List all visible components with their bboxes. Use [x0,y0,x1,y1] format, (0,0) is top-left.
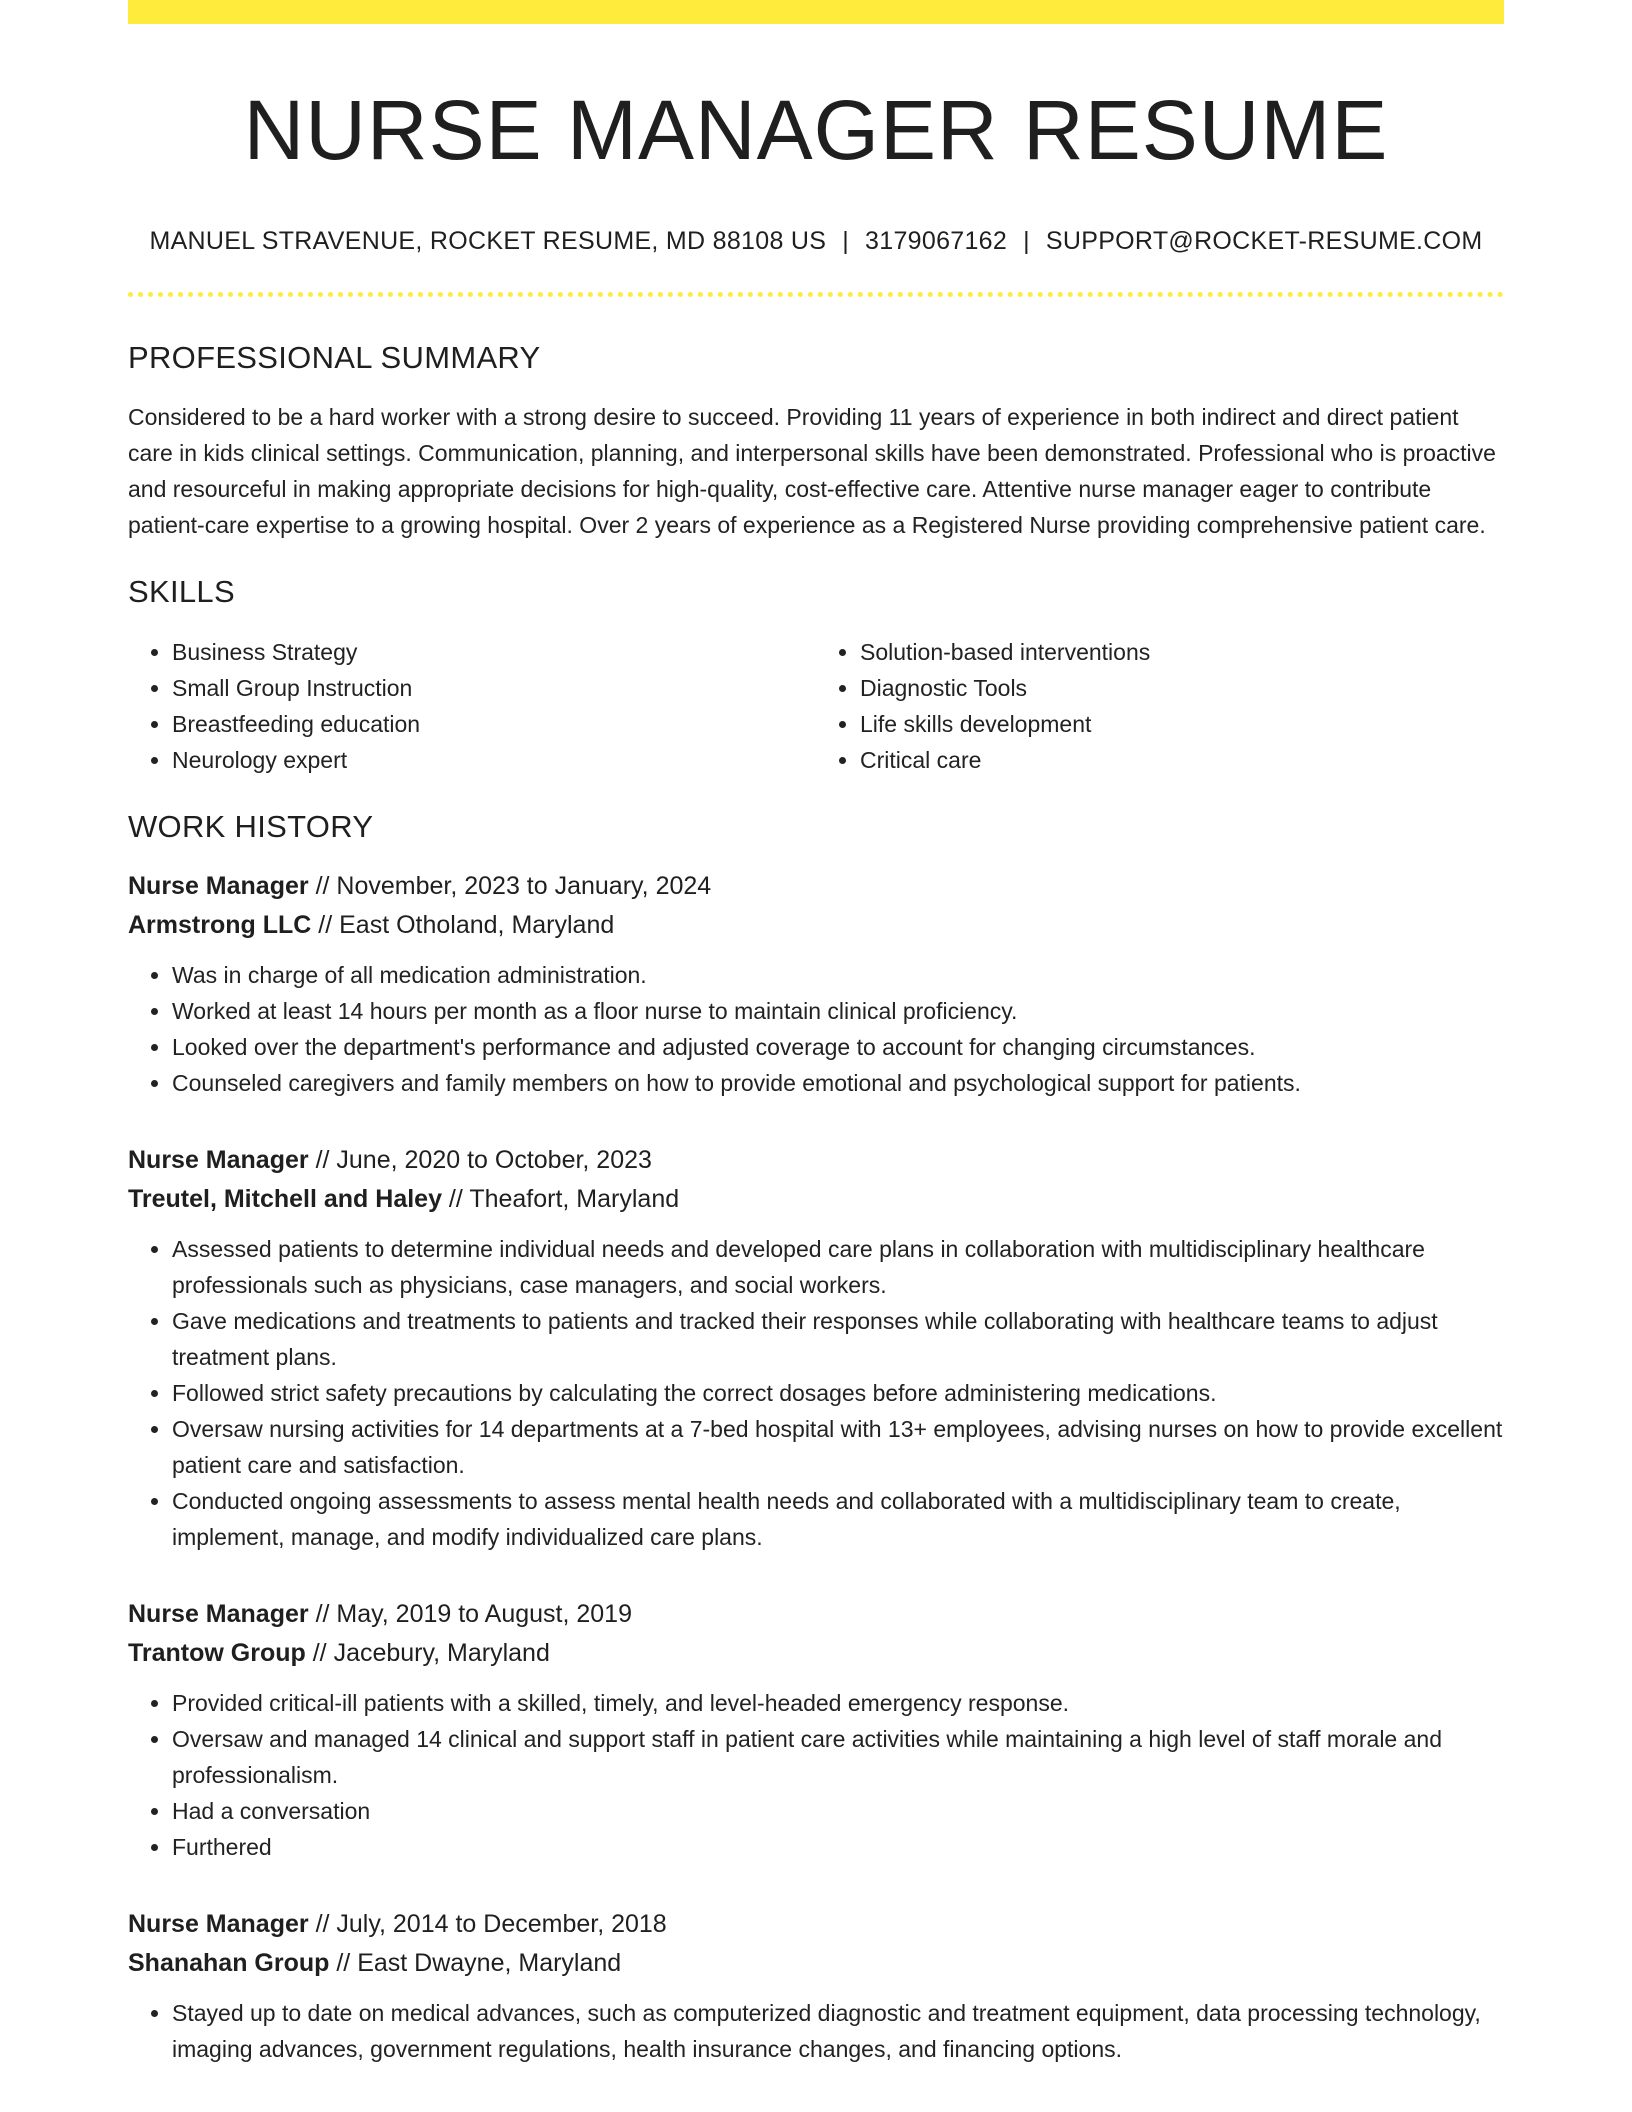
skills-column-left [128,634,816,778]
top-accent-bar [128,0,1504,24]
job-company: Armstrong LLC [128,910,312,939]
skill-item: • Business Strategy [172,634,816,670]
job-entry [128,1141,1504,1555]
skill-item: • Diagnostic Tools [860,670,1504,706]
job-company-line [128,1944,1504,1983]
summary-heading: PROFESSIONAL SUMMARY [128,340,541,376]
job-bullet: • Followed strict safety precautions by calculating the correct dosages before administering medications. [172,1375,1504,1411]
job-bullet: • Was in charge of all medication administration. [172,957,1504,993]
job-entry [128,1905,1504,2067]
job-role-line [128,867,1504,906]
job-bullet: • Assessed patients to determine individual needs and developed care plans in collaboration with multidisciplinary healthcare professionals such as physicians, case managers, and social workers. [172,1231,1504,1303]
job-company-line [128,1180,1504,1219]
job-bullet: • Stayed up to date on medical advances, such as computerized diagnostic and treatment equipment, data processing technology, imaging advances, government regulations, health insurance changes, and financing options. [172,1995,1504,2067]
job-bullet: • Oversaw nursing activities for 14 departments at a 7-bed hospital with 13+ employees, advising nurses on how to provide excellent patient care and satisfaction. [172,1411,1504,1483]
job-bullets [128,1995,1504,2067]
contact-separator: | [842,227,850,256]
job-location: // East Dwayne, Maryland [329,1948,622,1977]
job-bullet: • Provided critical-ill patients with a skilled, timely, and level-headed emergency response. [172,1685,1504,1721]
job-entry [128,867,1504,1101]
job-bullet: • Gave medications and treatments to patients and tracked their responses while collaborating with healthcare teams to adjust treatment plans. [172,1303,1504,1375]
job-bullets [128,1231,1504,1555]
job-role-line [128,1905,1504,1944]
job-company: Trantow Group [128,1638,306,1667]
skill-item: • Critical care [860,742,1504,778]
job-bullets [128,957,1504,1101]
work-history-heading: WORK HISTORY [128,808,374,844]
job-dates: // November, 2023 to January, 2024 [308,871,712,900]
skill-item: • Neurology expert [172,742,816,778]
job-role-line [128,1595,1504,1634]
job-dates: // May, 2019 to August, 2019 [308,1599,632,1628]
job-location: // Theafort, Maryland [441,1184,680,1213]
job-bullets [128,1685,1504,1865]
contact-line [128,226,1504,256]
job-bullet: • Had a conversation [172,1793,1504,1829]
job-company-line [128,906,1504,945]
job-role: Nurse Manager [128,1145,309,1174]
job-company: Shanahan Group [128,1948,330,1977]
contact-separator: | [1023,227,1030,256]
job-role: Nurse Manager [128,1909,309,1938]
page-title: NURSE MANAGER RESUME [243,83,1389,177]
job-bullet: • Worked at least 14 hours per month as a floor nurse to maintain clinical proficiency. [172,993,1504,1029]
job-role-line [128,1141,1504,1180]
skill-item: • Breastfeeding education [172,706,816,742]
job-location: // Jacebury, Maryland [305,1638,550,1667]
skills-heading: SKILLS [128,573,235,609]
skills-list [128,634,1504,778]
job-company: Treutel, Mitchell and Haley [128,1184,442,1213]
job-bullet: • Conducted ongoing assessments to assess mental health needs and collaborated with a multidisciplinary team to create, implement, manage, and modify individualized care plans. [172,1483,1504,1555]
dotted-divider [128,292,1504,297]
skill-item: • Solution-based interventions [860,634,1504,670]
skill-item: • Small Group Instruction [172,670,816,706]
contact-address: MANUEL STRAVENUE, ROCKET RESUME, MD 88108 US [149,227,827,256]
job-bullet: • Counseled caregivers and family members on how to provide emotional and psychological support for patients. [172,1065,1504,1101]
job-dates: // June, 2020 to October, 2023 [308,1145,652,1174]
job-bullet: • Furthered [172,1829,1504,1865]
job-bullet: • Looked over the department's performance and adjusted coverage to account for changing circumstances. [172,1029,1504,1065]
job-dates: // July, 2014 to December, 2018 [308,1909,667,1938]
job-role: Nurse Manager [128,871,309,900]
job-bullet: • Oversaw and managed 14 clinical and support staff in patient care activities while maintaining a high level of staff morale and professionalism. [172,1721,1504,1793]
skills-column-right [816,634,1504,778]
summary-text: Considered to be a hard worker with a strong desire to succeed. Providing 11 years of experience in both indirect and direct patient care in kids clinical settings. Communication, planning, and interpersonal skills have been demonstrated. Professional who is proactive and resourceful in making appropriate decisions for high-quality, cost-effective care. Attentive nurse manager eager to contribute patient-care expertise to a growing hospital. Over 2 years of experience as a Registered Nurse providing comprehensive patient care. [128,403,1496,538]
job-role: Nurse Manager [128,1599,309,1628]
resume-page [128,0,1504,2067]
job-location: // East Otholand, Maryland [311,910,615,939]
skill-item: • Life skills development [860,706,1504,742]
job-company-line [128,1634,1504,1673]
job-entry [128,1595,1504,1865]
contact-email: SUPPORT@ROCKET-RESUME.COM [1045,227,1483,256]
contact-phone: 3179067162 [865,227,1008,256]
